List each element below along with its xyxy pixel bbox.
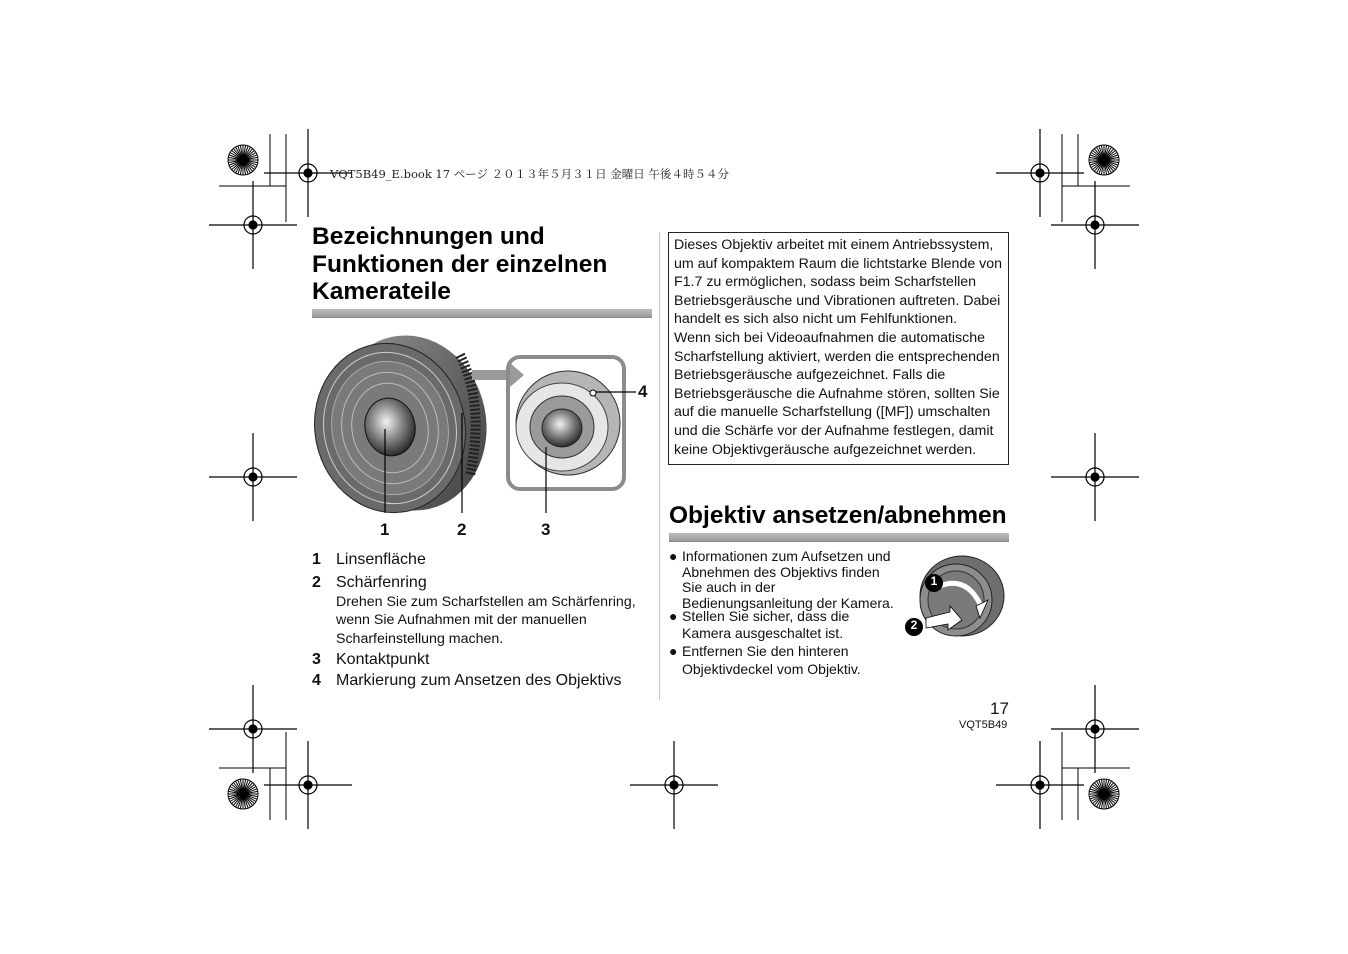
document-code: VQT5B49 xyxy=(959,719,1008,731)
part-label: Markierung zum Ansetzen des Objektivs xyxy=(336,672,622,689)
notice-line: handelt es sich also nicht um Fehlfunktionen. xyxy=(674,311,958,328)
bullet-line: Sie auch in der xyxy=(682,579,776,595)
notice-box xyxy=(668,232,1009,465)
part-item xyxy=(312,573,427,593)
part-number: 3 xyxy=(312,651,321,668)
registration-crosshair xyxy=(1051,685,1139,773)
step-marker-1: 1 xyxy=(930,574,938,588)
callout-4: 4 xyxy=(638,382,648,401)
registration-star xyxy=(1089,145,1119,175)
notice-line: keine Objektivgeräusche aufgezeichnet werden. xyxy=(674,441,977,458)
bullet-line: Abnehmen des Objektivs finden xyxy=(682,563,880,580)
notice-line: um auf kompaktem Raum die lichtstarke Blende von xyxy=(674,255,1003,272)
bullet-line: Objektivdeckel vom Objektiv. xyxy=(682,661,861,677)
notice-line: Scharfstellung aktiviert, werden die entsprechenden xyxy=(674,348,1000,365)
bullet-dot: ● xyxy=(669,608,678,624)
page-number: 17 xyxy=(990,699,1009,718)
title-line: Funktionen der einzelnen xyxy=(312,250,608,278)
part-number: 2 xyxy=(312,574,321,591)
notice-line: Betriebsgeräusche aufgezeichnet. Falls die xyxy=(674,367,946,384)
title-underline xyxy=(312,309,652,318)
step-marker-2: 2 xyxy=(910,618,918,632)
part-item xyxy=(312,550,426,570)
registration-crosshair xyxy=(209,181,297,269)
notice-line: F1.7 zu ermöglichen, sodass beim Scharfstellen xyxy=(674,274,977,291)
part-item xyxy=(312,650,429,670)
callout-2: 2 xyxy=(457,520,467,539)
notice-line: Betriebsgeräusche und Vibrationen auftreten. Dabei xyxy=(674,292,1001,309)
desc-line: wenn Sie Aufnahmen mit der manuellen xyxy=(336,612,587,629)
bullet-line: Kamera ausgeschaltet ist. xyxy=(682,625,844,641)
bullet-line: Informationen zum Aufsetzen und xyxy=(682,548,891,564)
registration-crosshair xyxy=(1051,433,1139,521)
part-description xyxy=(336,593,656,648)
part-item xyxy=(312,671,621,691)
lens-cap-illustration xyxy=(900,548,1010,648)
notice-line: und die Schärfe vor der Aufnahme festlegen, damit xyxy=(674,422,994,439)
part-label: Kontaktpunkt xyxy=(336,651,430,668)
title-underline xyxy=(669,533,1009,542)
notice-line: Betriebsgeräusche die Aufnahme stören, sollten Sie xyxy=(674,385,1000,402)
section-title-attach: Objektiv ansetzen/abnehmen xyxy=(669,502,1007,529)
registration-star xyxy=(228,779,258,809)
registration-crosshair xyxy=(1051,181,1139,269)
title-line: Kamerateile xyxy=(312,278,451,305)
registration-star xyxy=(1089,779,1119,809)
section-title-parts xyxy=(312,223,607,306)
notice-line: Wenn sich bei Videoaufnahmen die automatische xyxy=(674,329,986,346)
registration-crosshair xyxy=(996,129,1084,217)
bullet-line: Bedienungsanleitung der Kamera. xyxy=(682,594,894,611)
desc-line: Drehen Sie zum Scharfstellen am Schärfenring, xyxy=(336,594,636,610)
part-number: 1 xyxy=(312,551,321,568)
title-line: Bezeichnungen und xyxy=(312,223,545,250)
registration-crosshair xyxy=(996,741,1084,829)
registration-crosshair xyxy=(264,741,352,829)
desc-line: Scharfeinstellung machen. xyxy=(336,630,504,647)
part-label: Linsenfläche xyxy=(336,551,426,568)
callout-3: 3 xyxy=(541,520,551,539)
bullet-dot: ● xyxy=(669,548,678,564)
registration-star xyxy=(228,145,258,175)
notice-line: auf die manuelle Scharfstellung ([MF]) umschalten xyxy=(674,404,991,421)
part-number: 4 xyxy=(312,672,321,689)
bullet-line: Entfernen Sie den hinteren xyxy=(682,643,849,659)
bullet-dot: ● xyxy=(669,643,678,659)
registration-crosshair xyxy=(209,433,297,521)
registration-crosshair xyxy=(209,685,297,773)
callout-1: 1 xyxy=(380,520,390,539)
file-info-line: VQT5B49_E.book 17 ページ ２０１３年５月３１日 金曜日 午後４時５４分 xyxy=(330,167,729,181)
part-label: Schärfenring xyxy=(336,574,427,591)
lens-illustration xyxy=(310,325,660,525)
column-divider xyxy=(659,232,660,700)
registration-crosshair xyxy=(630,741,718,829)
bullet-line: Stellen Sie sicher, dass die xyxy=(682,608,850,624)
notice-line: Dieses Objektiv arbeitet mit einem Antriebssystem, xyxy=(674,237,994,253)
